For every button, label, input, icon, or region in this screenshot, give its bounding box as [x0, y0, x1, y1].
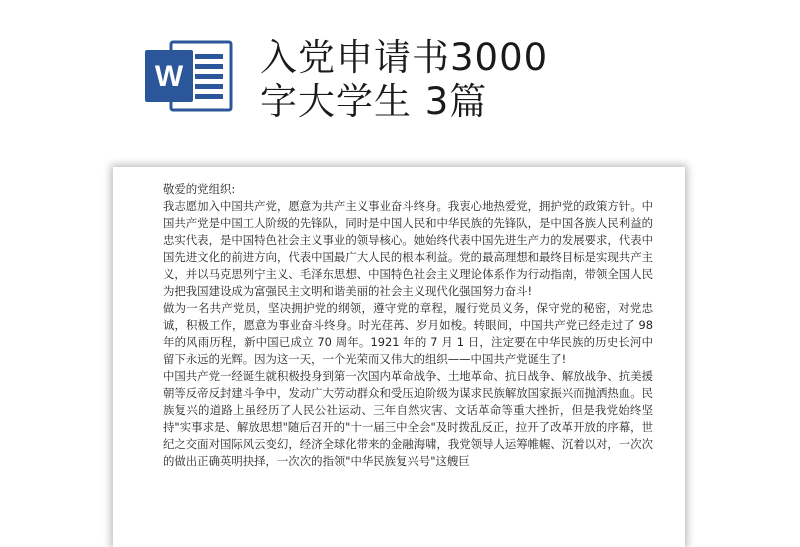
page-title: [260, 36, 548, 124]
paragraph-1: 我志愿加入中国共产党，愿意为共产主义事业奋斗终身。我衷心地热爱党，拥护党的政策方针。中国共产党是中国工人阶级的先锋队，同时是中国人民和中华民族的先锋队，是中国各族人民利益的忠实代表，是中国特色社会主义事业的领导核心。她始终代表中国先进生产力的发展要求，代表中国先进文化的前进方向，代表中国最广大人民的根本利益。党的最高理想和最终目标是实现共产主义，并以马克思列宁主义、毛泽东思想、中国特色社会主义理论体系作为行动指南，带领全国人民为把我国建设成为富强民主文明和谐美丽的社会主义现代化强国努力奋斗!: [163, 199, 653, 298]
title-line-1: 入党申请书3000: [260, 36, 549, 79]
document-body: [163, 181, 653, 470]
word-icon: [143, 40, 235, 112]
word-icon-letter: W: [154, 60, 184, 93]
title-line-2: 字大学生 3篇: [260, 80, 488, 123]
document-page: [117, 171, 681, 541]
paragraph-3: 中国共产党一经诞生就积极投身到第一次国内革命战争、土地革命、抗日战争、解放战争、抗美援朝等反帝反封建斗争中，发动广大劳动群众和受压迫阶级为谋求民族解放国家振兴而抛洒热血。民族复兴的道路上虽经历了人民公社运动、三年自然灾害、文话革命等重大挫折，但是我党始终坚持"实事求是、解放思想"随后召开的"十一届三中全会"及时拨乱反正，拉开了改革开放的序幕，世纪之交面对国际风云变幻，经济全球化带来的金融海啸，我党领导人运筹帷幄、沉着以对，一次次的做出正确英明抉择，一次次的指领"中华民族复兴号"这艘巨: [163, 369, 653, 468]
salutation: 敬爱的党组织:: [163, 182, 236, 196]
paragraph-2: 做为一名共产党员，坚决拥护党的纲领，遵守党的章程，履行党员义务，保守党的秘密，对党忠诚，积极工作，愿意为事业奋斗终身。时光荏苒、岁月如梭。转眼间，中国共产党已经走过了 98 年的风雨历程，新中国已成立 70 周年。1921 年的 7 月 1 日，注定要在中华民族的历史长河中留下永远的光辉。因为这一天，一个光荣而又伟大的组织——中国共产党诞生了!: [163, 301, 653, 366]
